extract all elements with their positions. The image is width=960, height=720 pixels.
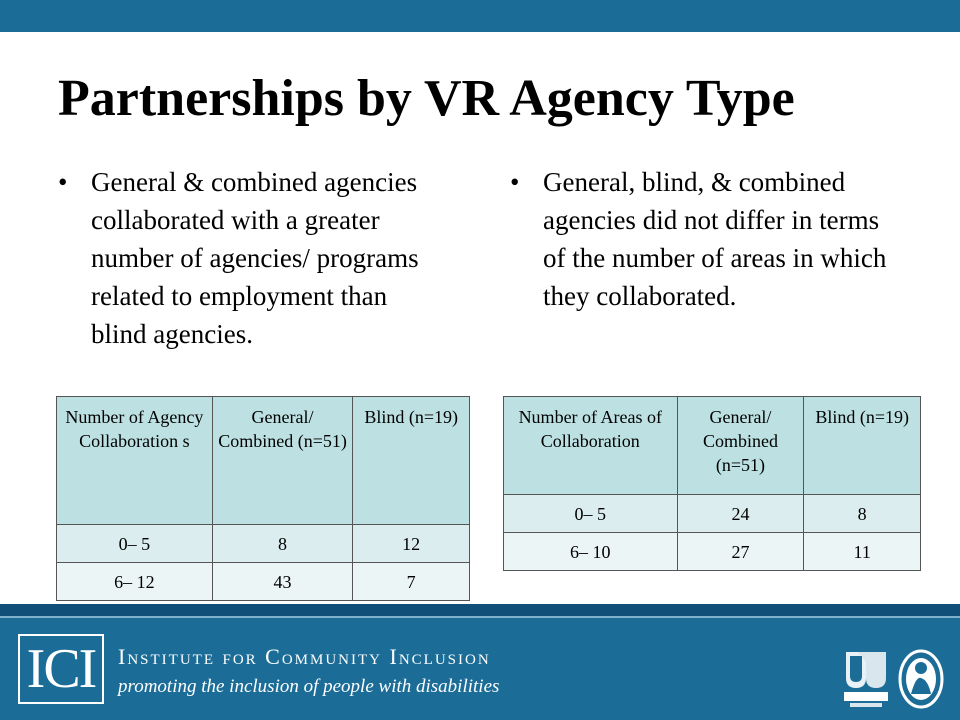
ici-logo-text: ICI [26,638,96,700]
table-cell: 27 [677,533,804,571]
left-bullet-column [58,163,448,353]
header-cell: Blind (n=19) [804,397,921,495]
top-accent-bar [0,0,960,32]
table-row [57,525,470,563]
table-row [504,533,921,571]
areas-of-collaboration-table [503,396,921,571]
table-cell: 8 [804,495,921,533]
slide-title: Partnerships by VR Agency Type [58,70,795,127]
umass-boston-logo [842,648,890,710]
header-cell: Blind (n=19) [353,397,470,525]
table-cell: 43 [212,563,353,601]
table-header-row [504,397,921,495]
seal-icon [898,648,944,710]
table-cell: 24 [677,495,804,533]
table-row [57,563,470,601]
right-bullet-item [510,163,890,315]
institute-tagline: promoting the inclusion of people with disabilities [118,676,500,697]
right-bullet-column [510,163,890,315]
table-cell: 12 [353,525,470,563]
left-bullet-text: General & combined agencies collaborated with a greater number of agencies/ programs related to employment than blind agencies. [91,167,419,349]
header-cell: General/ Combined (n=51) [212,397,353,525]
table-cell: 6– 10 [504,533,678,571]
table-row [504,495,921,533]
bullet-marker: • [58,167,68,197]
footer-top-band [0,604,960,616]
header-cell: General/ Combined (n=51) [677,397,804,495]
right-bullet-text: General, blind, & combined agencies did not differ in terms of the number of areas in which they collaborated. [543,167,887,311]
table-cell: 0– 5 [504,495,678,533]
header-cell: Number of Areas of Collaboration [504,397,678,495]
bullet-marker: • [510,167,520,197]
ici-logo [18,634,104,704]
table-cell: 6– 12 [57,563,213,601]
table-cell: 0– 5 [57,525,213,563]
table-cell: 7 [353,563,470,601]
table-cell: 8 [212,525,353,563]
footer-bar [0,618,960,720]
institute-name: Institute for Community Inclusion [118,644,491,669]
agency-collaborations-table [56,396,470,601]
left-bullet-item [58,163,448,353]
table-cell: 11 [804,533,921,571]
header-cell: Number of Agency Collaboration s [57,397,213,525]
table-header-row [57,397,470,525]
